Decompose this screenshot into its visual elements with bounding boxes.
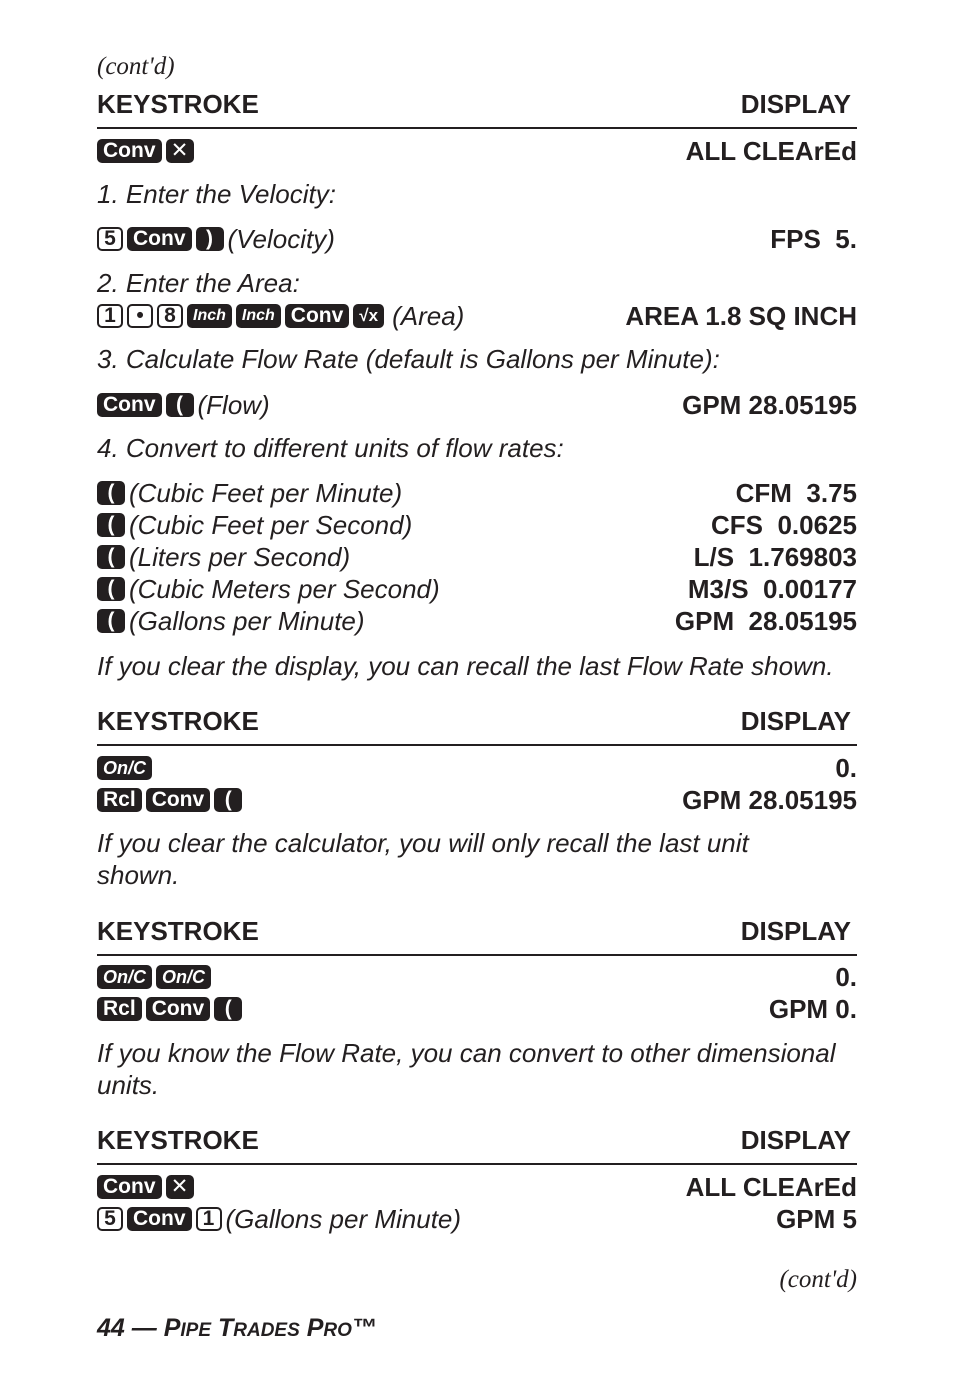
row-label: (Gallons per Minute) xyxy=(225,1203,462,1234)
table-row xyxy=(97,224,857,254)
on-clear-key: On/C xyxy=(97,965,152,989)
digit-1-key: 1 xyxy=(97,304,123,328)
display-header: DISPLAY xyxy=(740,916,851,946)
recall-key: Rcl xyxy=(97,997,142,1021)
page-number: 44 — xyxy=(97,1314,157,1342)
row-label: (Area) xyxy=(392,300,465,331)
display-value: CFS 0.0625 xyxy=(711,510,857,540)
conv-key: Conv xyxy=(127,227,192,251)
display-value: 0. xyxy=(835,753,857,783)
display-value: CFM 3.75 xyxy=(735,478,857,508)
conv-key: Conv xyxy=(146,788,211,812)
continued-note-bottom: (cont'd) xyxy=(779,1266,857,1293)
page-footer: 44 — PIPE TRADES PRO™ xyxy=(97,1314,377,1342)
digit-5-key: 5 xyxy=(97,1207,123,1231)
display-header: DISPLAY xyxy=(740,89,851,119)
display-value: AREA 1.8 SQ INCH xyxy=(625,301,857,331)
row-label: (Flow) xyxy=(197,389,270,420)
table-header xyxy=(97,1125,857,1165)
inch-key: Inch xyxy=(187,304,232,328)
table-row xyxy=(97,606,857,636)
display-value: GPM 28.05195 xyxy=(682,785,857,815)
keystroke-header: KEYSTROKE xyxy=(97,916,259,946)
open-paren-key: ( xyxy=(97,513,125,537)
table-header xyxy=(97,706,857,746)
display-value: ALL CLEArEd xyxy=(685,136,857,166)
step-text: 2. Enter the Area: xyxy=(97,268,300,298)
multiply-key: ✕ xyxy=(166,139,194,163)
conv-key: Conv xyxy=(97,393,162,417)
table-row xyxy=(97,542,857,572)
recall-key: Rcl xyxy=(97,788,142,812)
conv-key: Conv xyxy=(285,304,350,328)
row-label: (Cubic Feet per Minute) xyxy=(129,477,403,508)
table-row xyxy=(97,1172,857,1202)
open-paren-key: ( xyxy=(97,545,125,569)
conv-key: Conv xyxy=(97,139,162,163)
digit-5-key: 5 xyxy=(97,227,123,251)
continued-note-top: (cont'd) xyxy=(97,53,175,80)
row-label: (Velocity) xyxy=(227,223,335,254)
row-label: (Liters per Second) xyxy=(129,541,351,572)
row-label: (Cubic Feet per Second) xyxy=(129,509,413,540)
display-value: 0. xyxy=(835,962,857,992)
table-row xyxy=(97,785,857,815)
table-row xyxy=(97,962,857,992)
on-clear-key: On/C xyxy=(97,756,152,780)
note-text: If you know the Flow Rate, you can convert to other dimensional units. xyxy=(97,1038,836,1100)
conv-key: Conv xyxy=(97,1175,162,1199)
display-value: GPM 0. xyxy=(768,994,857,1024)
table-row xyxy=(97,753,857,783)
step-text: 3. Calculate Flow Rate (default is Gallons per Minute): xyxy=(97,344,720,374)
conv-key: Conv xyxy=(127,1207,192,1231)
display-value: ALL CLEArEd xyxy=(685,1172,857,1202)
step-text: 4. Convert to different units of flow rates: xyxy=(97,433,564,463)
note-text: If you clear the calculator, you will only recall the last unit shown. xyxy=(97,828,749,890)
table-row xyxy=(97,994,857,1024)
decimal-key: • xyxy=(127,304,153,328)
keystroke-header: KEYSTROKE xyxy=(97,1125,259,1155)
table-row xyxy=(97,478,857,508)
table-row xyxy=(97,301,857,331)
open-paren-key: ( xyxy=(97,577,125,601)
digit-8-key: 8 xyxy=(157,304,183,328)
step-text: 1. Enter the Velocity: xyxy=(97,179,336,209)
digit-1-key: 1 xyxy=(196,1207,222,1231)
keystroke-header: KEYSTROKE xyxy=(97,89,259,119)
open-paren-key: ( xyxy=(214,788,242,812)
table-row xyxy=(97,510,857,540)
keystroke-header: KEYSTROKE xyxy=(97,706,259,736)
table-row xyxy=(97,136,857,166)
sqrt-key: √x xyxy=(353,304,384,328)
open-paren-key: ( xyxy=(97,609,125,633)
row-label: (Cubic Meters per Second) xyxy=(129,573,440,604)
display-header: DISPLAY xyxy=(740,706,851,736)
open-paren-key: ( xyxy=(97,481,125,505)
display-value: L/S 1.769803 xyxy=(693,542,857,572)
on-clear-key: On/C xyxy=(156,965,211,989)
display-value: GPM 28.05195 xyxy=(674,606,857,636)
multiply-key: ✕ xyxy=(166,1175,194,1199)
table-header xyxy=(97,916,857,956)
open-paren-key: ( xyxy=(166,393,194,417)
table-header xyxy=(97,89,857,129)
open-paren-key: ( xyxy=(214,997,242,1021)
display-value: M3/S 0.00177 xyxy=(687,574,857,604)
table-row xyxy=(97,574,857,604)
table-row xyxy=(97,1204,857,1234)
close-paren-key: ) xyxy=(196,227,224,251)
table-row xyxy=(97,390,857,420)
inch-key: Inch xyxy=(236,304,281,328)
display-header: DISPLAY xyxy=(740,1125,851,1155)
display-value: GPM 5 xyxy=(776,1204,857,1234)
row-label: (Gallons per Minute) xyxy=(129,605,365,636)
conv-key: Conv xyxy=(146,997,211,1021)
display-value: GPM 28.05195 xyxy=(682,390,857,420)
display-value: FPS 5. xyxy=(770,224,857,254)
note-text: If you clear the display, you can recall the last Flow Rate shown. xyxy=(97,651,834,681)
